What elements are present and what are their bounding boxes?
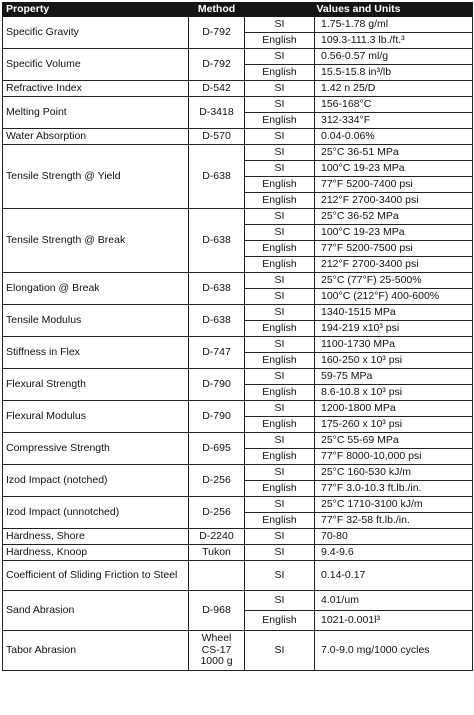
method-cell: D-747 bbox=[189, 337, 245, 369]
method-cell: D-256 bbox=[189, 465, 245, 497]
table-row bbox=[3, 433, 473, 449]
table-row bbox=[3, 209, 473, 225]
value-cell: 100°C (212°F) 400-600% bbox=[315, 289, 473, 305]
header-method: Method bbox=[189, 3, 245, 17]
value-cell: 0.14-0.17 bbox=[315, 561, 473, 591]
value-cell: 77°F 3.0-10.3 ft.lb./in. bbox=[315, 481, 473, 497]
method-cell: D-790 bbox=[189, 369, 245, 401]
property-cell: Specific Volume bbox=[3, 49, 189, 81]
unit-system-cell: English bbox=[245, 33, 315, 49]
value-cell: 9.4-9.6 bbox=[315, 545, 473, 561]
unit-system-cell: English bbox=[245, 241, 315, 257]
value-cell: 0.04-0.06% bbox=[315, 129, 473, 145]
unit-system-cell: SI bbox=[245, 49, 315, 65]
unit-system-cell: English bbox=[245, 113, 315, 129]
unit-system-cell: English bbox=[245, 611, 315, 631]
property-cell: Izod Impact (notched) bbox=[3, 465, 189, 497]
table-row bbox=[3, 545, 473, 561]
value-cell: 1.75-1.78 g/ml bbox=[315, 17, 473, 33]
property-cell: Izod Impact (unnotched) bbox=[3, 497, 189, 529]
header-values: Values and Units bbox=[245, 3, 473, 17]
table-body bbox=[3, 17, 473, 671]
table-row bbox=[3, 49, 473, 65]
value-cell: 100°C 19-23 MPa bbox=[315, 161, 473, 177]
table-row bbox=[3, 17, 473, 33]
value-cell: 25°C 36-51 MPa bbox=[315, 145, 473, 161]
unit-system-cell: SI bbox=[245, 289, 315, 305]
value-cell: 109.3-111.3 lb./ft.³ bbox=[315, 33, 473, 49]
unit-system-cell: SI bbox=[245, 17, 315, 33]
value-cell: 25°C 1710-3100 kJ/m bbox=[315, 497, 473, 513]
method-cell: D-2240 bbox=[189, 529, 245, 545]
table-row bbox=[3, 145, 473, 161]
unit-system-cell: SI bbox=[245, 465, 315, 481]
value-cell: 100°C 19-23 MPa bbox=[315, 225, 473, 241]
header-property: Property bbox=[3, 3, 189, 17]
unit-system-cell: SI bbox=[245, 273, 315, 289]
unit-system-cell: SI bbox=[245, 225, 315, 241]
value-cell: 156-168°C bbox=[315, 97, 473, 113]
value-cell: 8.6-10.8 x 10³ psi bbox=[315, 385, 473, 401]
unit-system-cell: SI bbox=[245, 337, 315, 353]
value-cell: 1.42 n 25/D bbox=[315, 81, 473, 97]
unit-system-cell: English bbox=[245, 449, 315, 465]
unit-system-cell: English bbox=[245, 513, 315, 529]
method-cell: D-792 bbox=[189, 49, 245, 81]
table-row bbox=[3, 273, 473, 289]
table-row bbox=[3, 529, 473, 545]
value-cell: 1340-1515 MPa bbox=[315, 305, 473, 321]
method-cell: D-638 bbox=[189, 209, 245, 273]
value-cell: 7.0-9.0 mg/1000 cycles bbox=[315, 631, 473, 671]
value-cell: 70-80 bbox=[315, 529, 473, 545]
value-cell: 0.56-0.57 ml/g bbox=[315, 49, 473, 65]
unit-system-cell: SI bbox=[245, 545, 315, 561]
method-cell: Wheel CS-17 1000 g bbox=[189, 631, 245, 671]
property-cell: Hardness, Shore bbox=[3, 529, 189, 545]
property-cell: Refractive Index bbox=[3, 81, 189, 97]
table-row bbox=[3, 591, 473, 611]
value-cell: 1200-1800 MPa bbox=[315, 401, 473, 417]
property-cell: Tensile Strength @ Break bbox=[3, 209, 189, 273]
unit-system-cell: SI bbox=[245, 161, 315, 177]
unit-system-cell: SI bbox=[245, 209, 315, 225]
unit-system-cell: SI bbox=[245, 97, 315, 113]
property-cell: Tabor Abrasion bbox=[3, 631, 189, 671]
header-row bbox=[3, 3, 473, 17]
property-cell: Water Absorption bbox=[3, 129, 189, 145]
unit-system-cell: English bbox=[245, 193, 315, 209]
unit-system-cell: English bbox=[245, 65, 315, 81]
method-cell: D-790 bbox=[189, 401, 245, 433]
value-cell: 25°C 160-530 kJ/m bbox=[315, 465, 473, 481]
value-cell: 25°C 36-52 MPa bbox=[315, 209, 473, 225]
unit-system-cell: SI bbox=[245, 631, 315, 671]
table-row bbox=[3, 631, 473, 671]
value-cell: 15.5-15.8 in³/lb bbox=[315, 65, 473, 81]
method-cell: Tukon bbox=[189, 545, 245, 561]
method-cell bbox=[189, 561, 245, 591]
unit-system-cell: English bbox=[245, 257, 315, 273]
unit-system-cell: SI bbox=[245, 529, 315, 545]
unit-system-cell: SI bbox=[245, 145, 315, 161]
method-cell: D-638 bbox=[189, 305, 245, 337]
method-cell: D-792 bbox=[189, 17, 245, 49]
value-cell: 1100-1730 MPa bbox=[315, 337, 473, 353]
value-cell: 194-219 x10³ psi bbox=[315, 321, 473, 337]
unit-system-cell: English bbox=[245, 353, 315, 369]
property-cell: Flexural Strength bbox=[3, 369, 189, 401]
unit-system-cell: SI bbox=[245, 497, 315, 513]
method-cell: D-638 bbox=[189, 145, 245, 209]
unit-system-cell: SI bbox=[245, 591, 315, 611]
table-row bbox=[3, 561, 473, 591]
value-cell: 77°F 5200-7400 psi bbox=[315, 177, 473, 193]
value-cell: 4.01/um bbox=[315, 591, 473, 611]
value-cell: 77°F 32-58 ft.lb./in. bbox=[315, 513, 473, 529]
unit-system-cell: SI bbox=[245, 129, 315, 145]
table-row bbox=[3, 97, 473, 113]
value-cell: 1021-0.001l³ bbox=[315, 611, 473, 631]
table-row bbox=[3, 81, 473, 97]
property-cell: Stiffness in Flex bbox=[3, 337, 189, 369]
value-cell: 77°F 8000-10,000 psi bbox=[315, 449, 473, 465]
property-cell: Tensile Modulus bbox=[3, 305, 189, 337]
table-row bbox=[3, 129, 473, 145]
unit-system-cell: English bbox=[245, 321, 315, 337]
unit-system-cell: SI bbox=[245, 401, 315, 417]
property-cell: Hardness, Knoop bbox=[3, 545, 189, 561]
value-cell: 77°F 5200-7500 psi bbox=[315, 241, 473, 257]
unit-system-cell: SI bbox=[245, 369, 315, 385]
table-row bbox=[3, 401, 473, 417]
unit-system-cell: SI bbox=[245, 433, 315, 449]
method-cell: D-256 bbox=[189, 497, 245, 529]
method-cell: D-968 bbox=[189, 591, 245, 631]
method-cell: D-638 bbox=[189, 273, 245, 305]
method-cell: D-570 bbox=[189, 129, 245, 145]
value-cell: 212°F 2700-3400 psi bbox=[315, 257, 473, 273]
table-row bbox=[3, 337, 473, 353]
unit-system-cell: English bbox=[245, 481, 315, 497]
value-cell: 160-250 x 10³ psi bbox=[315, 353, 473, 369]
unit-system-cell: English bbox=[245, 417, 315, 433]
unit-system-cell: SI bbox=[245, 561, 315, 591]
property-cell: Elongation @ Break bbox=[3, 273, 189, 305]
table-row bbox=[3, 497, 473, 513]
property-cell: Specific Gravity bbox=[3, 17, 189, 49]
value-cell: 25°C (77°F) 25-500% bbox=[315, 273, 473, 289]
property-cell: Tensile Strength @ Yield bbox=[3, 145, 189, 209]
value-cell: 25°C 55-69 MPa bbox=[315, 433, 473, 449]
method-cell: D-3418 bbox=[189, 97, 245, 129]
table-row bbox=[3, 305, 473, 321]
property-cell: Flexural Modulus bbox=[3, 401, 189, 433]
property-cell: Compressive Strength bbox=[3, 433, 189, 465]
method-cell: D-695 bbox=[189, 433, 245, 465]
value-cell: 175-260 x 10³ psi bbox=[315, 417, 473, 433]
value-cell: 212°F 2700-3400 psi bbox=[315, 193, 473, 209]
value-cell: 59-75 MPa bbox=[315, 369, 473, 385]
unit-system-cell: English bbox=[245, 177, 315, 193]
table-row bbox=[3, 369, 473, 385]
properties-table bbox=[2, 2, 473, 671]
unit-system-cell: English bbox=[245, 385, 315, 401]
method-cell: D-542 bbox=[189, 81, 245, 97]
property-cell: Sand Abrasion bbox=[3, 591, 189, 631]
property-cell: Coefficient of Sliding Friction to Steel bbox=[3, 561, 189, 591]
value-cell: 312-334°F bbox=[315, 113, 473, 129]
unit-system-cell: SI bbox=[245, 81, 315, 97]
unit-system-cell: SI bbox=[245, 305, 315, 321]
property-cell: Melting Point bbox=[3, 97, 189, 129]
table-row bbox=[3, 465, 473, 481]
